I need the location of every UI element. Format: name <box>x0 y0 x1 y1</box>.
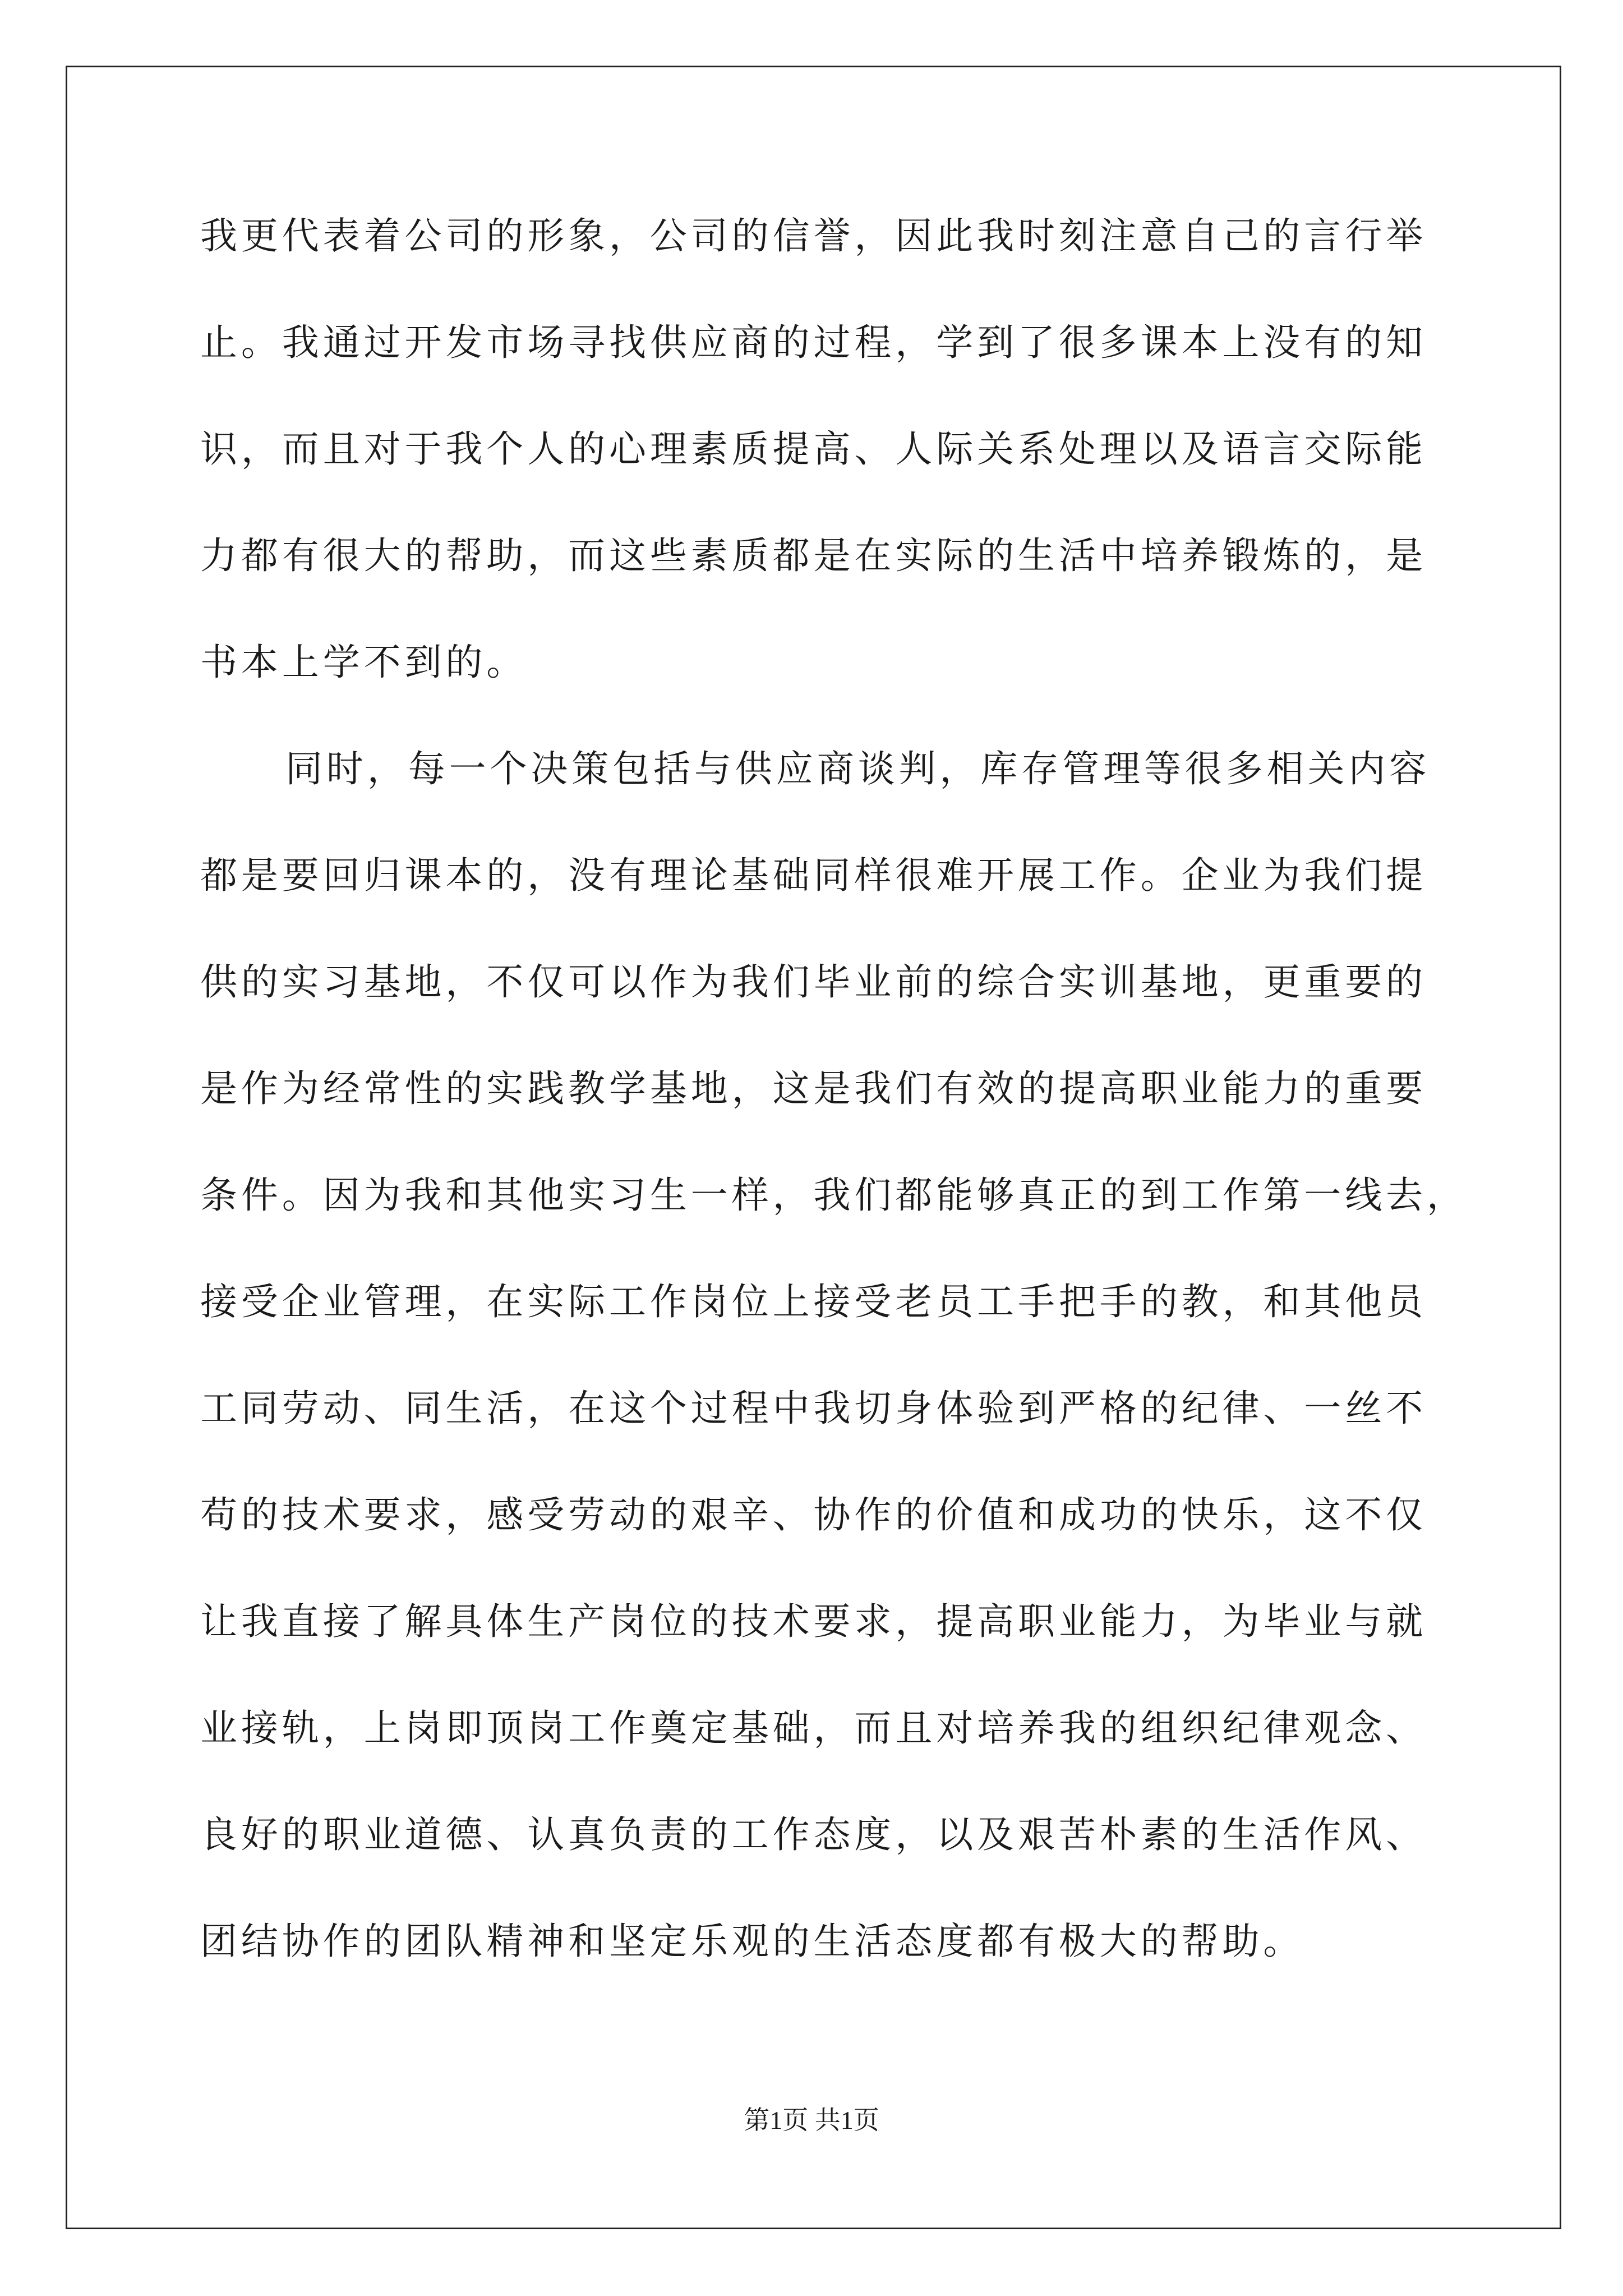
text-line: 业接轨，上岗即顶岗工作奠定基础，而且对培养我的组织纪律观念、 <box>200 1706 1427 1750</box>
text-line: 都是要回归课本的，没有理论基础同样很难开展工作。企业为我们提 <box>200 854 1427 897</box>
text-line: 团结协作的团队精神和坚定乐观的生活态度都有极大的帮助。 <box>200 1920 1304 1963</box>
page-number-footer: 第1页 共1页 <box>744 2106 879 2134</box>
text-line: 条件。因为我和其他实习生一样，我们都能够真正的到工作第一线去， <box>200 1174 1468 1217</box>
paragraph-1 <box>200 214 1427 751</box>
text-line: 止。我通过开发市场寻找供应商的过程，学到了很多课本上没有的知 <box>200 321 1427 364</box>
text-line: 识，而且对于我个人的心理素质提高、人际关系处理以及语言交际能 <box>200 427 1427 471</box>
text-line: 良好的职业道德、认真负责的工作态度，以及艰苦朴素的生活作风、 <box>200 1813 1427 1856</box>
text-line: 书本上学不到的。 <box>200 641 528 684</box>
text-line-indented: 同时，每一个决策包括与供应商谈判，库存管理等很多相关内容 <box>285 747 1431 790</box>
text-line: 接受企业管理，在实际工作岗位上接受老员工手把手的教，和其他员 <box>200 1280 1427 1323</box>
text-line: 力都有很大的帮助，而这些素质都是在实际的生活中培养锻炼的，是 <box>200 534 1427 577</box>
document-body <box>200 214 1468 2030</box>
paragraph-2 <box>200 747 1468 2030</box>
text-line: 让我直接了解具体生产岗位的技术要求，提高职业能力，为毕业与就 <box>200 1600 1427 1643</box>
text-line: 供的实习基地，不仅可以作为我们毕业前的综合实训基地，更重要的 <box>200 960 1427 1004</box>
text-line: 是作为经常性的实践教学基地，这是我们有效的提高职业能力的重要 <box>200 1067 1427 1110</box>
text-line: 我更代表着公司的形象，公司的信誉，因此我时刻注意自己的言行举 <box>200 214 1427 257</box>
text-line: 苟的技术要求，感受劳动的艰辛、协作的价值和成功的快乐，这不仅 <box>200 1493 1427 1536</box>
text-line: 工同劳动、同生活，在这个过程中我切身体验到严格的纪律、一丝不 <box>200 1387 1427 1430</box>
